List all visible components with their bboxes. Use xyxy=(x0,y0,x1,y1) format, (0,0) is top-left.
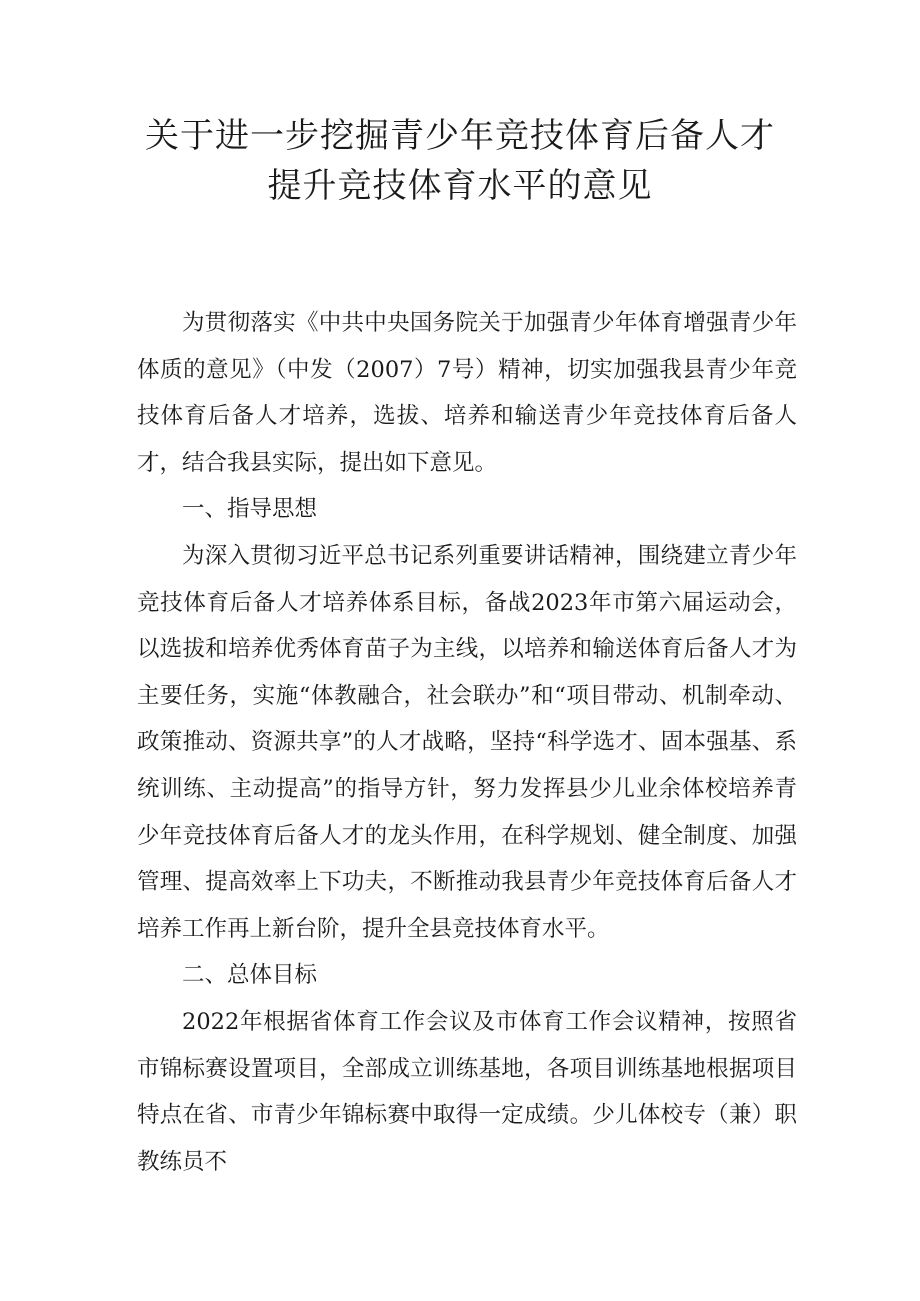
document-body xyxy=(137,300,797,1185)
section-heading-overall-goals: 二、总体目标 xyxy=(182,962,318,989)
document-title-line-1: 关于进一步挖掘青少年竞技体育后备人才 xyxy=(145,116,775,156)
overall-goals-paragraph: 2022年根据省体育工作会议及市体育工作会议精神，按照省市锦标赛设置项目，全部成立训练基地，各项目训练基地根据项目特点在省、市青少年锦标赛中取得一定成绩。少儿体校专（兼）职教练员不 xyxy=(137,1008,797,1175)
document-title-line-2: 提升竞技体育水平的意见 xyxy=(267,166,653,206)
intro-paragraph: 为贯彻落实《中共中央国务院关于加强青少年体育增强青少年体质的意见》（中发（2007）7号）精神，切实加强我县青少年竞技体育后备人才培养，选拔、培养和输送青少年竞技体育后备人才，结合我县实际，提出如下意见。 xyxy=(137,310,797,476)
guiding-ideology-paragraph: 为深入贯彻习近平总书记系列重要讲话精神，围绕建立青少年竞技体育后备人才培养体系目标，备战2023年市第六届运动会，以选拔和培养优秀体育苗子为主线，以培养和输送体育后备人才为主要任务，实施“体教融合，社会联办”和“项目带动、机制牵动、政策推动、资源共享”的人才战略，坚持“科学选才、固本强基、系统训练、主动提高”的指导方针，努力发挥县少儿业余体校培养青少年竞技体育后备人才的龙头作用，在科学规划、健全制度、加强管理、提高效率上下功夫，不断推动我县青少年竞技体育后备人才培养工作再上新台阶，提升全县竞技体育水平。 xyxy=(137,542,797,942)
section-heading-guiding-ideology: 一、指导思想 xyxy=(182,496,318,523)
